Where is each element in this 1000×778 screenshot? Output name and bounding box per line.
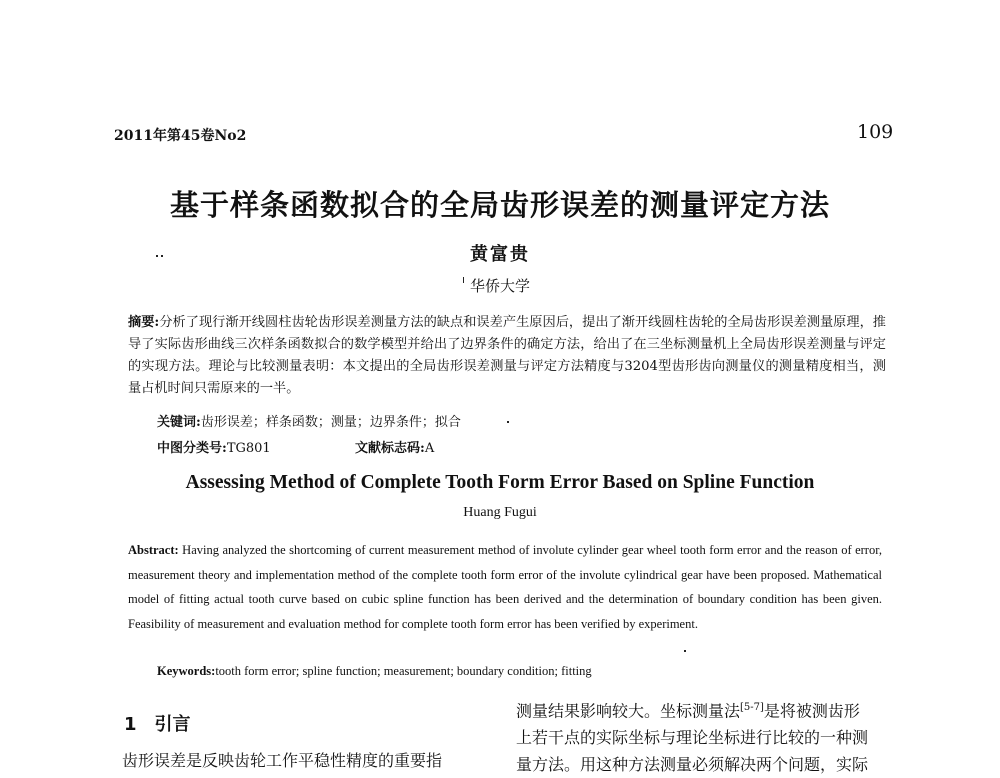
- document-code: [355, 437, 434, 456]
- document-code-label: 文献标志码:: [355, 441, 425, 456]
- right-column-line: 量方法。用这种方法测量必须解决两个问题，实际: [516, 755, 869, 775]
- keywords-text-english: tooth form error; spline function; measurement; boundary condition; fitting: [215, 664, 592, 678]
- document-code-value: A: [424, 441, 435, 456]
- text-fragment: 测量结果影响较大。坐标测量法: [516, 701, 741, 721]
- classification-number: [157, 437, 271, 456]
- abstract-label-english: Abstract:: [128, 543, 179, 557]
- keywords-chinese: [157, 411, 461, 430]
- classification-label: 中图分类号:: [157, 441, 227, 456]
- scan-speck: [684, 650, 686, 652]
- section-heading-introduction: [124, 710, 191, 736]
- page-number: 109: [857, 121, 894, 143]
- author-name-english: Huang Fugui: [463, 505, 537, 520]
- abstract-english: [128, 538, 882, 636]
- scan-speck: [463, 277, 464, 283]
- scan-speck: [156, 255, 158, 257]
- classification-value: TG801: [226, 441, 271, 456]
- keywords-label-chinese: 关键词:: [157, 415, 201, 430]
- scan-speck: [507, 421, 509, 423]
- keywords-label-english: Keywords:: [157, 664, 216, 678]
- left-column-text: 齿形误差是反映齿轮工作平稳性精度的重要指: [122, 751, 443, 770]
- author-name-chinese: 黄富贵: [470, 244, 530, 265]
- affiliation-chinese: 华侨大学: [469, 277, 530, 295]
- paper-title-english: Assessing Method of Complete Tooth Form Error Based on Spline Function: [185, 472, 815, 493]
- right-column-line: 上若干点的实际坐标与理论坐标进行比较的一种测: [516, 728, 869, 748]
- journal-issue-info: 2011年第45卷No2: [114, 128, 247, 144]
- paper-title-chinese: 基于样条函数拟合的全局齿形误差的测量评定方法: [169, 188, 830, 222]
- citation-reference: [5-7]: [740, 702, 764, 713]
- keywords-text-chinese: 齿形误差；样条函数；测量；边界条件；拟合: [200, 415, 461, 430]
- keywords-english: [157, 664, 592, 679]
- text-fragment: 是将被测齿形: [763, 701, 860, 721]
- abstract-text-english: Having analyzed the shortcoming of current measurement method of involute cylinder gear wheel tooth form error and the reason of error, measurement theory and implementation method of the complete tooth form error of the involute cylindrical gear have been proposed. Mathematical model of fitting actual tooth curve based on cubic spline function has been derived and the determination of boundary condition has been given. Feasibility of measurement and evaluation method for complete tooth form error has been verified by experiment.: [128, 543, 882, 631]
- abstract-text-chinese: 分析了现行渐开线圆柱齿轮齿形误差测量方法的缺点和误差产生原因后，提出了渐开线圆柱齿轮的全局齿形误差测量原理，推导了实际齿形曲线三次样条函数拟合的数学模型并给出了边界条件的确定方法，给出了在三坐标测量机上全局齿形误差测量与评定的实现方法。理论与比较测量表明：本文提出的全局齿形误差测量与评定方法精度与3204型齿形齿向测量仪的测量精度相当，测量占机时间只需原来的一半。: [128, 315, 886, 396]
- right-column-text: [516, 694, 888, 778]
- abstract-chinese: [128, 312, 886, 400]
- right-column-line: [516, 694, 888, 724]
- scan-speck: [161, 255, 163, 257]
- section-title: 引言: [154, 714, 191, 735]
- abstract-label-chinese: 摘要:: [128, 315, 160, 330]
- section-number: 1: [124, 714, 137, 735]
